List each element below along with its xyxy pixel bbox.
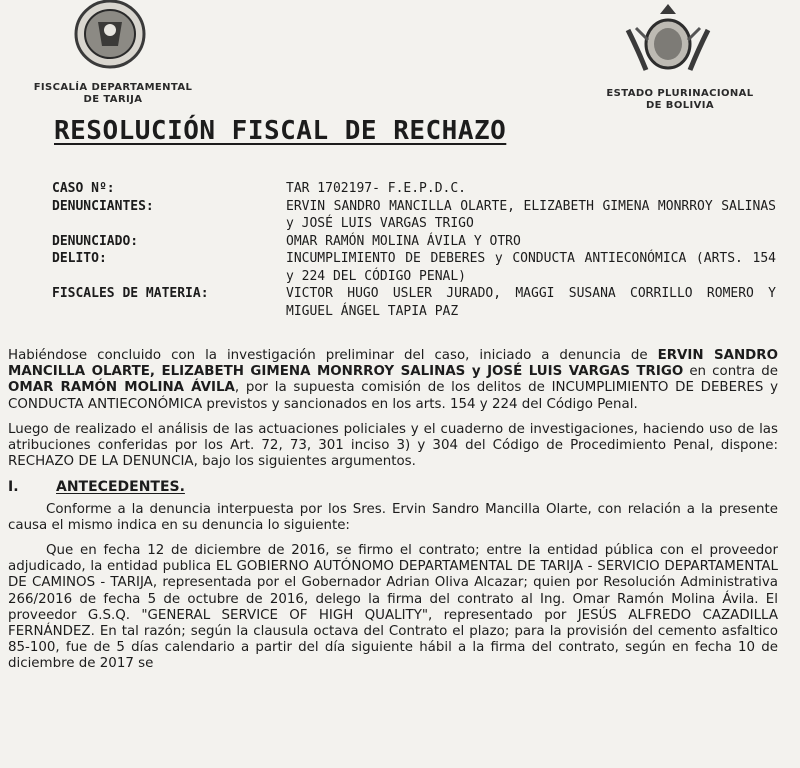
complaint-paragraph: Conforme a la denuncia interpuesta por los Sres. Ervin Sandro Mancilla Olarte, con relación a la presente causa el mismo indica en su denuncia lo siguiente: xyxy=(8,501,778,533)
complainants-row xyxy=(52,198,776,233)
fiscalia-seal-icon xyxy=(62,0,158,70)
right-organization-name: ESTADO PLURINACIONAL DE BOLIVIA xyxy=(606,88,754,111)
document-title: RESOLUCIÓN FISCAL DE RECHAZO xyxy=(54,116,507,146)
section-heading-antecedentes xyxy=(8,479,778,495)
contract-paragraph: Que en fecha 12 de diciembre de 2016, se firmo el contrato; entre la entidad pública con el proveedor adjudicado, la entidad publica EL GOBIERNO AUTÓNOMO DEPARTAMENTAL DE TARIJA - SERVICIO DEPARTAMENTAL DE CAMINOS - TARIJA, representada por el Gobernador Adrian Oliva Alcazar; quien por Resolución Administrativa 266/2016 de fecha 5 de octubre de 2016, delego la firma del contrato al Ing. Omar Ramón Molina Ávila. El proveedor G.S.Q. "GENERAL SERVICE OF HIGH QUALITY", representado por JESÚS ALFREDO CAZADILLA FERNÁNDEZ. En tal razón; según la clausula octava del Contrato el plazo; para la provisión del cemento asfaltico 85-100, fue de 5 días calendario a partir del día siguiente hábil a la firma del contrato, según en fecha 10 de diciembre de 2017 se xyxy=(8,543,778,672)
prosecutors-row xyxy=(52,285,776,320)
complainants-value: ERVIN SANDRO MANCILLA OLARTE, ELIZABETH GIMENA MONRROY SALINAS y JOSÉ LUIS VARGAS TRIGO xyxy=(286,198,776,231)
left-organization-name: FISCALÍA DEPARTAMENTAL DE TARIJA xyxy=(33,82,193,105)
document-body xyxy=(8,348,778,682)
prosecutors-value: VICTOR HUGO USLER JURADO, MAGGI SUSANA CORRILLO ROMERO Y MIGUEL ÁNGEL TAPIA PAZ xyxy=(286,286,776,319)
offense-row xyxy=(52,250,776,285)
intro-paragraph: Habiéndose concluido con la investigación preliminar del caso, iniciado a denuncia de ERVIN SANDRO MANCILLA OLARTE, ELIZABETH GIMENA MONRROY SALINAS y JOSÉ LUIS VARGAS TRIGO en contra de OMAR RAMÓN MOLINA ÁVILA, por la supuesta comisión de los delitos de INCUMPLIMIENTO DE DEBERES y CONDUCTA ANTIECONÓMICA previstos y sancionados en los arts. 154 y 224 del Código Penal. xyxy=(8,348,778,412)
case-info-table xyxy=(52,180,776,320)
offense-value: INCUMPLIMIENTO DE DEBERES y CONDUCTA ANTIECONÓMICA (ARTS. 154 y 224 DEL CÓDIGO PENAL) xyxy=(286,251,776,284)
case-number-row xyxy=(52,180,776,198)
accused-row xyxy=(52,233,776,251)
section-title: ANTECEDENTES. xyxy=(56,479,185,496)
analysis-paragraph: Luego de realizado el análisis de las actuaciones policiales y el cuaderno de investigaciones, haciendo uso de las atribuciones conferidas por los Art. 72, 73, 301 inciso 3) y 304 del Código de Procedimiento Penal, dispone: RECHAZO DE LA DENUNCIA, bajo los siguientes argumentos. xyxy=(8,421,778,470)
case-number-label: CASO Nº: xyxy=(52,181,115,196)
prosecutors-label: FISCALES DE MATERIA: xyxy=(52,286,209,301)
accused-value: OMAR RAMÓN MOLINA ÁVILA Y OTRO xyxy=(286,233,521,249)
complainants-label: DENUNCIANTES: xyxy=(52,198,154,214)
accused-label: DENUNCIADO: xyxy=(52,233,139,249)
case-number-value: TAR 1702197- F.E.P.D.C. xyxy=(286,181,467,196)
section-number: I. xyxy=(8,479,19,496)
offense-label: DELITO: xyxy=(52,251,107,266)
bolivia-coat-of-arms-icon xyxy=(618,0,718,80)
